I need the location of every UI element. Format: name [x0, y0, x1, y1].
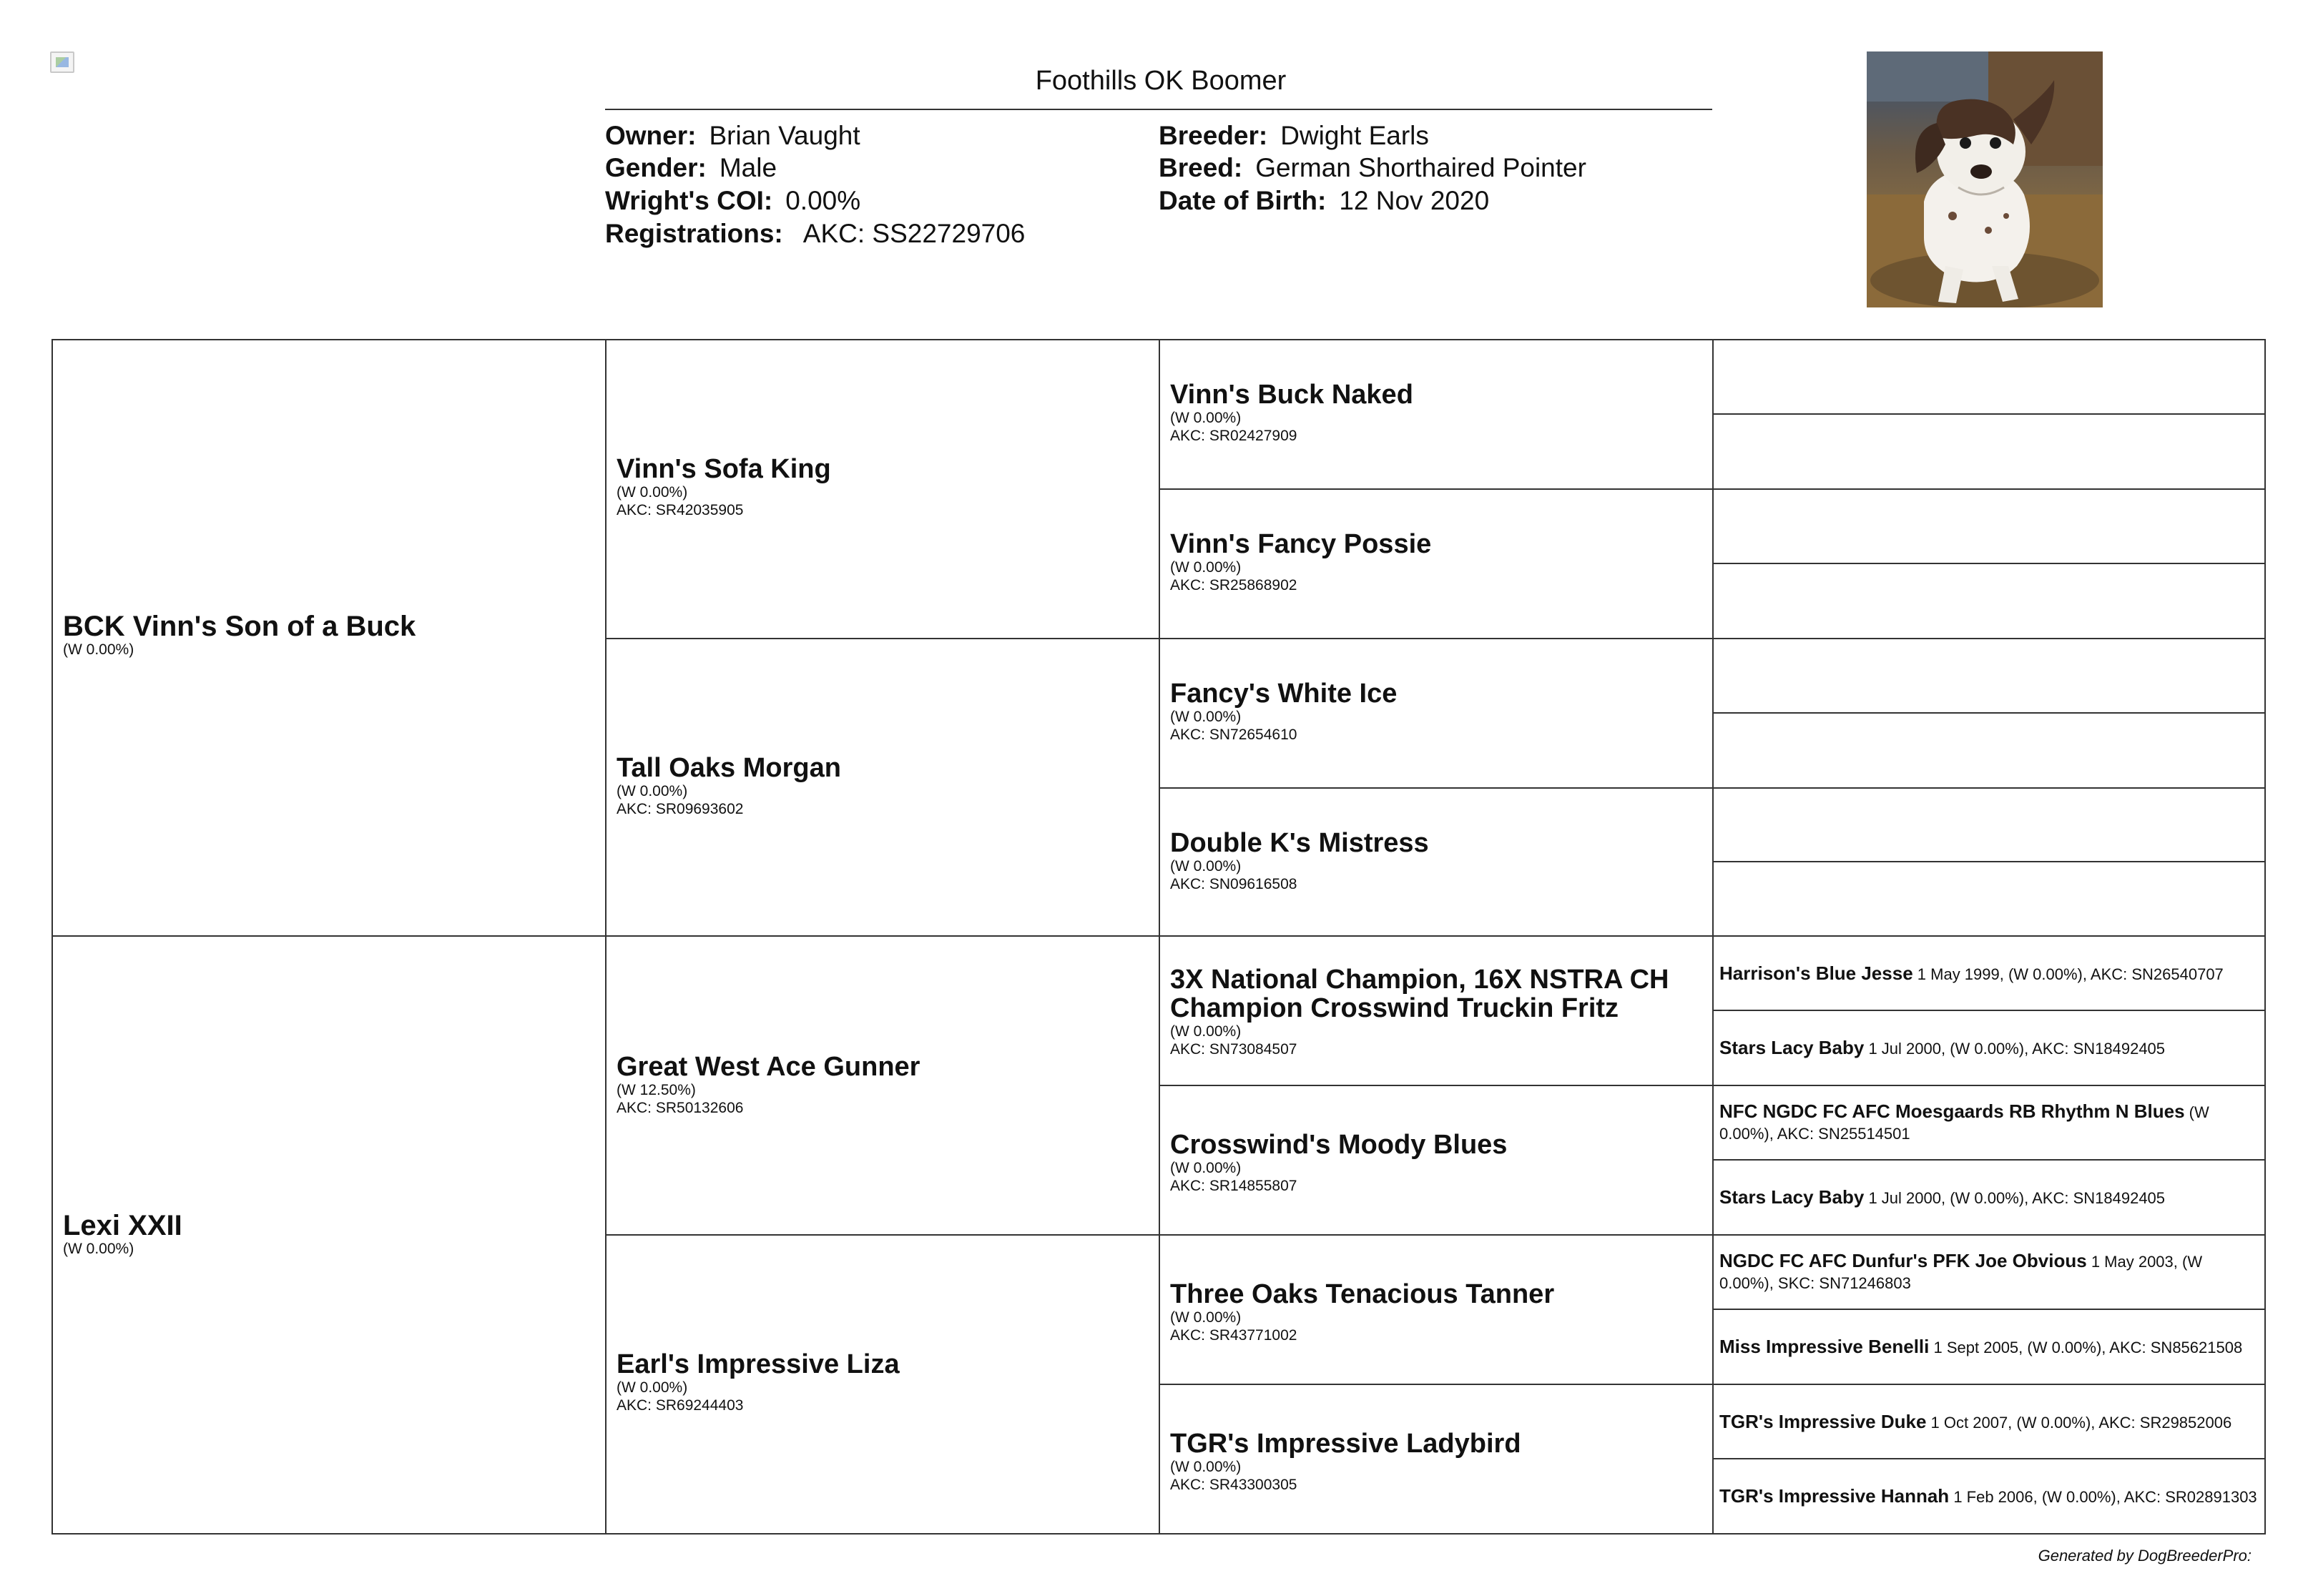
gen3-coi-1: (W 0.00%)	[1170, 410, 1242, 426]
gen3-name-2: Vinn's Fancy Possie	[1170, 529, 1432, 559]
sire-sire-name: Vinn's Sofa King	[617, 454, 831, 484]
gen4-cell-9	[1712, 935, 2266, 1011]
sire-dam-name: Tall Oaks Morgan	[617, 753, 841, 783]
owner-label: Owner:	[605, 121, 697, 150]
gen4-details-15: 1 Oct 2007, (W 0.00%), AKC: SR29852006	[1930, 1414, 2232, 1432]
coi-row	[605, 185, 860, 217]
gen4-cell-5	[1712, 638, 2266, 714]
gen4-name-9: Harrison's Blue Jesse	[1719, 962, 1913, 984]
dam-dam-cell	[605, 1234, 1160, 1535]
coi-value: 0.00%	[785, 186, 861, 215]
dam-sire-cell	[605, 935, 1160, 1236]
gen3-name-7: Three Oaks Tenacious Tanner	[1170, 1279, 1555, 1309]
gen3-cell-3	[1159, 638, 1714, 789]
sire-dam-reg: AKC: SR09693602	[617, 801, 744, 817]
gen3-name-4: Double K's Mistress	[1170, 828, 1429, 858]
gen4-details-14: 1 Sept 2005, (W 0.00%), AKC: SN85621508	[1933, 1339, 2243, 1356]
gen3-name-6: Crosswind's Moody Blues	[1170, 1130, 1508, 1160]
gen4-cell-16	[1712, 1458, 2266, 1535]
gen3-reg-3: AKC: SN72654610	[1170, 726, 1297, 743]
gen4-cell-15	[1712, 1384, 2266, 1459]
owner-row	[605, 120, 860, 152]
gen3-reg-2: AKC: SR25868902	[1170, 577, 1297, 593]
gen4-details-13: 1 May 2003, (W 0.00%), SKC: SN71246803	[1719, 1253, 2203, 1292]
dob-value: 12 Nov 2020	[1339, 186, 1490, 215]
gender-label: Gender:	[605, 153, 707, 182]
gen4-cell-12	[1712, 1159, 2266, 1236]
dam-dam-coi: (W 0.00%)	[617, 1379, 688, 1396]
gen4-details-12: 1 Jul 2000, (W 0.00%), AKC: SN18492405	[1868, 1189, 2166, 1207]
gen3-coi-6: (W 0.00%)	[1170, 1160, 1242, 1176]
sire-sire-cell	[605, 339, 1160, 639]
gen3-cell-2	[1159, 488, 1714, 639]
breed-row	[1159, 152, 1586, 184]
dog-photo	[1867, 51, 2103, 307]
owner-value: Brian Vaught	[709, 121, 860, 150]
registrations-value: AKC: SS22729706	[802, 219, 1026, 248]
gen3-reg-1: AKC: SR02427909	[1170, 428, 1297, 444]
registrations-label: Registrations:	[605, 219, 783, 248]
gen4-cell-6	[1712, 712, 2266, 789]
gen3-name-1: Vinn's Buck Naked	[1170, 380, 1413, 410]
gen3-coi-3: (W 0.00%)	[1170, 709, 1242, 725]
gen3-reg-6: AKC: SR14855807	[1170, 1178, 1297, 1194]
gen4-name-11: NFC NGDC FC AFC Moesgaards RB Rhythm N Blues	[1719, 1100, 2185, 1122]
dam-sire-name: Great West Ace Gunner	[617, 1052, 920, 1082]
dob-row	[1159, 185, 1489, 217]
dam-cell	[51, 935, 607, 1535]
dam-sire-reg: AKC: SR50132606	[617, 1100, 744, 1116]
gen3-coi-8: (W 0.00%)	[1170, 1459, 1242, 1475]
gen4-cell-7	[1712, 787, 2266, 862]
sire-name: BCK Vinn's Son of a Buck	[63, 611, 416, 642]
breeder-row	[1159, 120, 1429, 152]
puppy-illustration	[1867, 51, 2103, 307]
gen4-cell-3	[1712, 488, 2266, 564]
gen4-cell-4	[1712, 563, 2266, 639]
dam-coi: (W 0.00%)	[63, 1241, 134, 1257]
gen4-details-10: 1 Jul 2000, (W 0.00%), AKC: SN18492405	[1868, 1040, 2166, 1058]
gen3-name-5: 3X National Champion, 16X NSTRA CH Champion Crosswind Truckin Fritz	[1170, 965, 1669, 1023]
sire-coi: (W 0.00%)	[63, 641, 134, 658]
gen3-cell-4	[1159, 787, 1714, 937]
gen4-name-13: NGDC FC AFC Dunfur's PFK Joe Obvious	[1719, 1250, 2087, 1271]
gen4-name-10: Stars Lacy Baby	[1719, 1037, 1865, 1058]
gen3-coi-4: (W 0.00%)	[1170, 858, 1242, 875]
sire-sire-coi: (W 0.00%)	[617, 484, 688, 501]
gen3-reg-8: AKC: SR43300305	[1170, 1477, 1297, 1493]
gender-row	[605, 152, 777, 184]
dam-name: Lexi XXII	[63, 1210, 182, 1241]
sire-dam-cell	[605, 638, 1160, 937]
logo-image-placeholder	[50, 51, 74, 73]
gen3-cell-7	[1159, 1234, 1714, 1385]
gen4-details-11: (W 0.00%), AKC: SN25514501	[1719, 1103, 2209, 1143]
breed-label: Breed:	[1159, 153, 1243, 182]
gender-value: Male	[719, 153, 777, 182]
dam-sire-coi: (W 12.50%)	[617, 1082, 696, 1098]
breeder-value: Dwight Earls	[1280, 121, 1429, 150]
breed-value: German Shorthaired Pointer	[1255, 153, 1586, 182]
sire-dam-coi: (W 0.00%)	[617, 783, 688, 799]
sire-cell	[51, 339, 607, 937]
gen4-cell-8	[1712, 861, 2266, 937]
breeder-label: Breeder:	[1159, 121, 1268, 150]
registrations-row	[605, 218, 1025, 250]
generated-by-footer: Generated by DogBreederPro:	[2038, 1547, 2252, 1565]
gen4-cell-13	[1712, 1234, 2266, 1310]
gen4-name-15: TGR's Impressive Duke	[1719, 1411, 1927, 1432]
gen4-name-16: TGR's Impressive Hannah	[1719, 1485, 1950, 1507]
gen4-name-14: Miss Impressive Benelli	[1719, 1336, 1930, 1357]
gen3-cell-8	[1159, 1384, 1714, 1535]
gen4-cell-2	[1712, 413, 2266, 490]
gen4-name-12: Stars Lacy Baby	[1719, 1186, 1865, 1208]
coi-label: Wright's COI:	[605, 186, 773, 215]
gen3-reg-4: AKC: SN09616508	[1170, 876, 1297, 892]
gen4-details-16: 1 Feb 2006, (W 0.00%), AKC: SR02891303	[1953, 1488, 2257, 1506]
gen4-cell-10	[1712, 1010, 2266, 1086]
dog-name-title: Foothills OK Boomer	[1035, 66, 1287, 96]
dam-dam-name: Earl's Impressive Liza	[617, 1349, 900, 1379]
gen3-coi-7: (W 0.00%)	[1170, 1309, 1242, 1326]
gen3-reg-5: AKC: SN73084507	[1170, 1041, 1297, 1058]
gen4-cell-11	[1712, 1085, 2266, 1161]
gen3-coi-2: (W 0.00%)	[1170, 559, 1242, 576]
gen4-cell-14	[1712, 1309, 2266, 1385]
gen3-coi-5: (W 0.00%)	[1170, 1023, 1242, 1040]
gen4-details-9: 1 May 1999, (W 0.00%), AKC: SN26540707	[1917, 965, 2224, 983]
dam-dam-reg: AKC: SR69244403	[617, 1397, 744, 1414]
header-divider	[605, 109, 1712, 110]
gen3-cell-5	[1159, 935, 1714, 1086]
gen3-reg-7: AKC: SR43771002	[1170, 1327, 1297, 1344]
gen3-name-8: TGR's Impressive Ladybird	[1170, 1429, 1521, 1459]
gen3-cell-1	[1159, 339, 1714, 490]
gen3-name-3: Fancy's White Ice	[1170, 679, 1398, 709]
gen4-cell-1	[1712, 339, 2266, 415]
dob-label: Date of Birth:	[1159, 186, 1327, 215]
gen3-cell-6	[1159, 1085, 1714, 1236]
sire-sire-reg: AKC: SR42035905	[617, 502, 744, 518]
